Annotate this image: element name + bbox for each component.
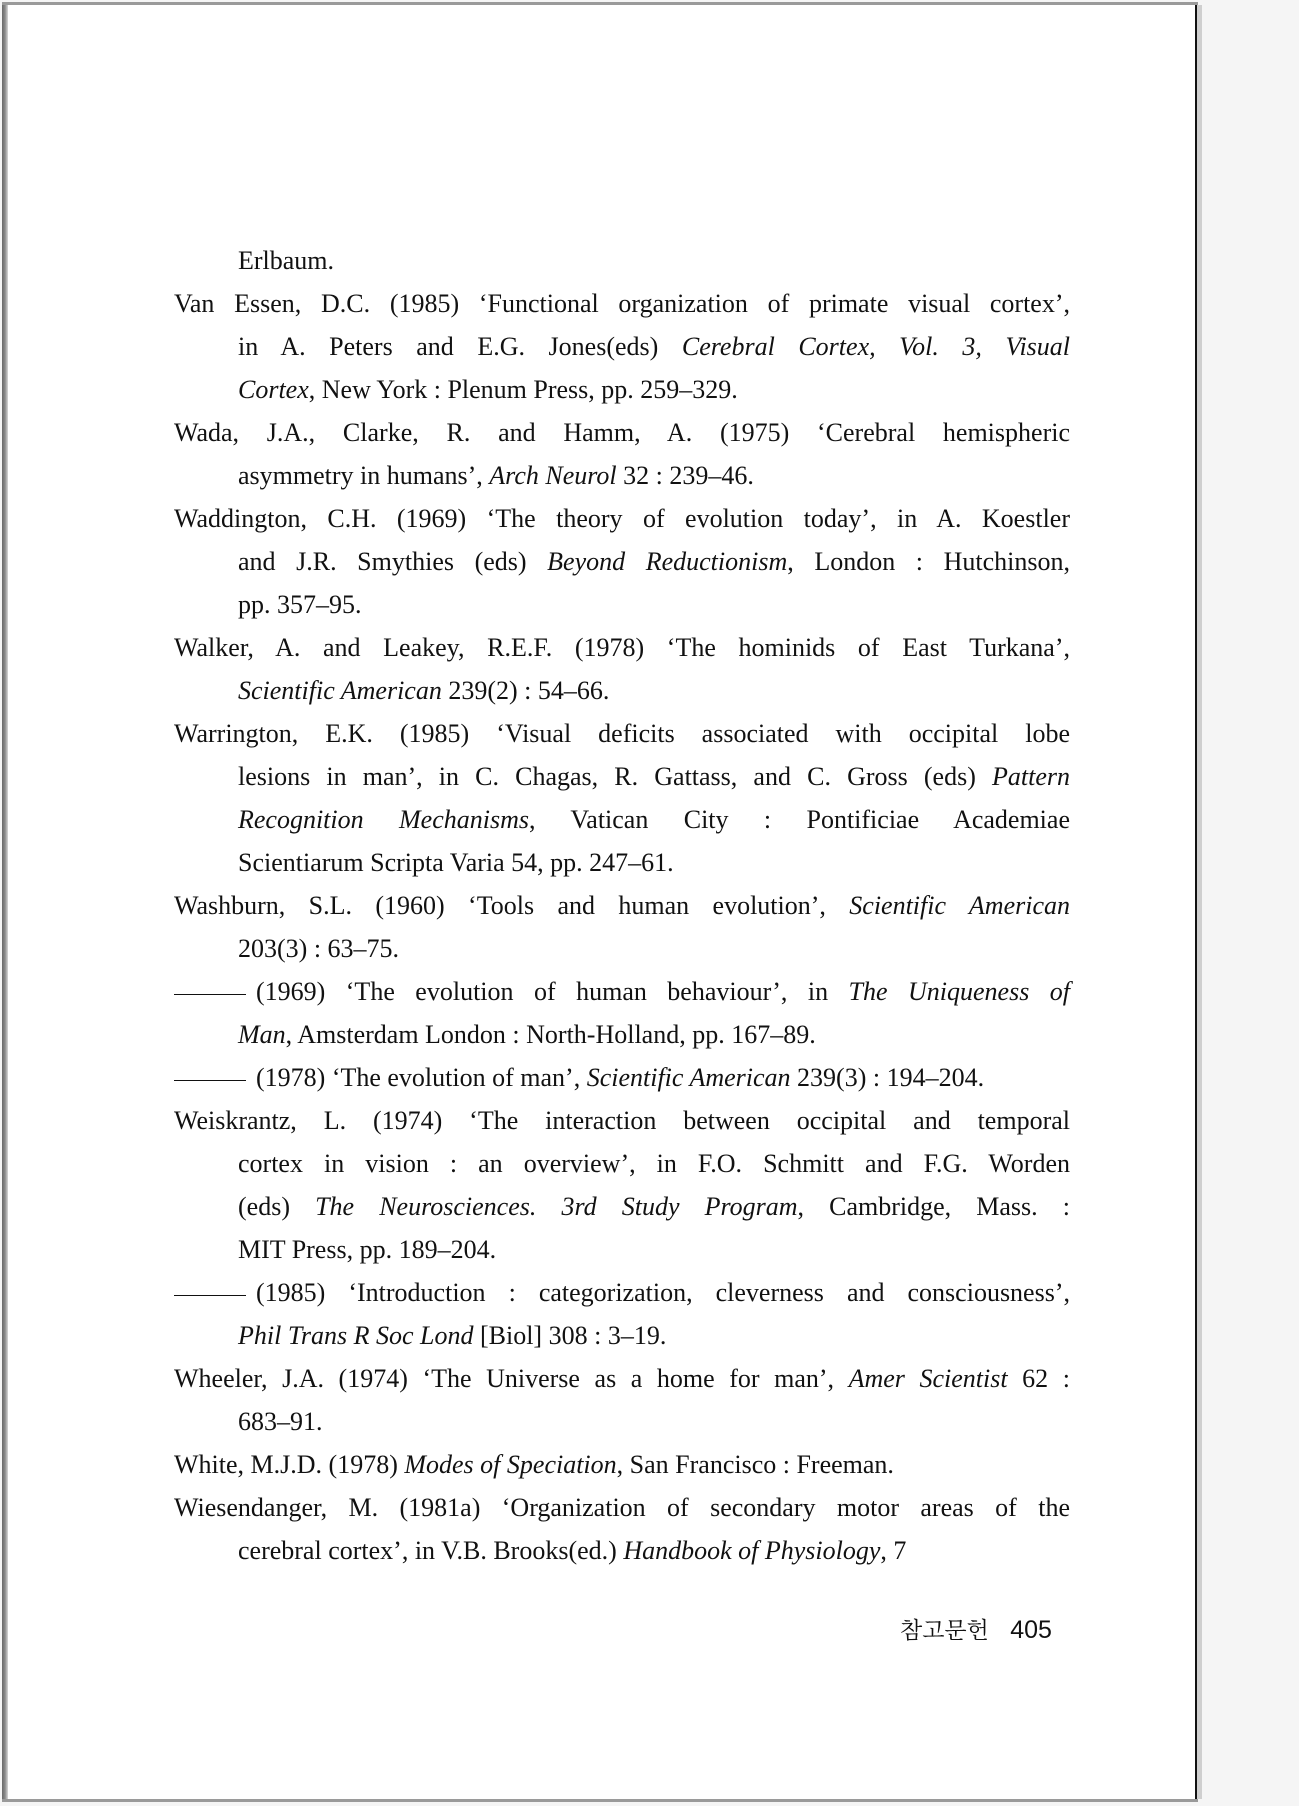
reference-line	[238, 1013, 1070, 1056]
italic-title: Arch Neurol	[489, 461, 617, 490]
reference-entry	[174, 411, 1070, 497]
reference-entry	[174, 282, 1070, 411]
reference-text: , Cambridge, Mass. :	[797, 1192, 1070, 1221]
reference-entry	[174, 497, 1070, 626]
reference-line	[238, 368, 1070, 411]
running-footer-label: 참고문헌	[900, 1618, 989, 1644]
reference-text: , Vatican City : Pontificiae Academiae	[528, 805, 1070, 834]
reference-line	[238, 1529, 1070, 1572]
reference-text: , New York : Plenum Press, pp. 259–329.	[308, 375, 738, 404]
reference-text: Wiesendanger, M. (1981a) ‘Organization of secondary motor areas of the	[174, 1493, 1070, 1522]
reference-text: Walker, A. and Leakey, R.E.F. (1978) ‘The hominids of East Turkana’,	[174, 633, 1070, 662]
reference-line	[174, 1486, 1070, 1529]
reference-line	[238, 970, 1070, 1013]
reference-text: , Amsterdam London : North-Holland, pp. 167–89.	[285, 1020, 816, 1049]
reference-text: and J.R. Smythies (eds)	[238, 547, 548, 576]
reference-text: (1985) ‘Introduction : categorization, cleverness and consciousness’,	[256, 1278, 1070, 1307]
reference-text: (1969) ‘The evolution of human behaviour’, in	[256, 977, 849, 1006]
italic-title: Beyond Reductionism	[547, 547, 788, 576]
italic-title: Modes of Speciation	[404, 1450, 617, 1479]
reference-text: 203(3) : 63–75.	[238, 934, 400, 963]
reference-line	[174, 884, 1071, 927]
italic-title: Recognition Mechanisms	[238, 805, 529, 834]
reference-text: 239(2) : 54–66.	[441, 676, 610, 705]
reference-text: cerebral cortex’, in V.B. Brooks(ed.)	[238, 1536, 624, 1565]
italic-title: Cortex	[238, 375, 309, 404]
reference-text: (1978) ‘The evolution of man’,	[256, 1063, 587, 1092]
reference-line	[238, 927, 1070, 970]
reference-entry	[174, 712, 1070, 884]
reference-text: 683–91.	[238, 1407, 323, 1436]
reference-line	[174, 1443, 1070, 1486]
reference-text: lesions in man’, in C. Chagas, R. Gattass, and C. Gross (eds)	[238, 762, 992, 791]
reference-entry	[174, 884, 1070, 970]
reference-entry	[174, 1357, 1070, 1443]
reference-line	[238, 239, 1070, 282]
reference-text: MIT Press, pp. 189–204.	[238, 1235, 497, 1264]
reference-text: cortex in vision : an overview’, in F.O. Schmitt and F.G. Worden	[238, 1149, 1070, 1178]
reference-line	[238, 669, 1070, 712]
reference-text: Scientiarum Scripta Varia 54, pp. 247–61.	[238, 848, 674, 877]
italic-title: Handbook of Physiology	[623, 1536, 881, 1565]
reference-line	[174, 497, 1070, 540]
document-page	[2, 2, 1198, 1802]
reference-line	[238, 1142, 1070, 1185]
reference-line	[174, 712, 1070, 755]
reference-text: White, M.J.D. (1978)	[174, 1450, 405, 1479]
reference-line	[238, 1228, 1070, 1271]
reference-line	[238, 325, 1070, 368]
reference-text: 62 :	[1007, 1364, 1070, 1393]
ditto-dash	[174, 1080, 246, 1081]
reference-text: [Biol] 308 : 3–19.	[473, 1321, 667, 1350]
reference-line	[238, 1400, 1070, 1443]
italic-title: Pattern	[992, 762, 1070, 791]
reference-line	[238, 755, 1070, 798]
reference-entry	[174, 1271, 1070, 1357]
reference-text: in A. Peters and E.G. Jones(eds)	[238, 332, 682, 361]
reference-text: , 7	[880, 1536, 907, 1565]
italic-title: The Uniqueness of	[848, 977, 1071, 1006]
page-number: 405	[1010, 1616, 1052, 1644]
reference-line	[174, 1099, 1070, 1142]
reference-text: Warrington, E.K. (1985) ‘Visual deficits associated with occipital lobe	[174, 719, 1070, 748]
reference-text: Erlbaum.	[238, 246, 335, 275]
ditto-dash	[174, 994, 246, 995]
reference-text: , London : Hutchinson,	[787, 547, 1070, 576]
reference-text: pp. 357–95.	[238, 590, 362, 619]
reference-line	[238, 1056, 1070, 1099]
reference-line	[174, 411, 1070, 454]
reference-line	[238, 1271, 1070, 1314]
italic-title: Scientific American	[586, 1063, 791, 1092]
reference-line	[174, 282, 1070, 325]
page-footer	[900, 1612, 1052, 1645]
reference-line	[238, 454, 1070, 497]
reference-entry	[174, 1099, 1070, 1271]
reference-entry	[174, 970, 1070, 1056]
italic-title: Phil Trans R Soc Lond	[238, 1321, 474, 1350]
reference-text: Van Essen, D.C. (1985) ‘Functional organization of primate visual cortex’,	[174, 289, 1070, 318]
reference-line	[174, 1357, 1070, 1400]
reference-text: , San Francisco : Freeman.	[616, 1450, 894, 1479]
reference-line	[238, 841, 1070, 884]
reference-text: Wheeler, J.A. (1974) ‘The Universe as a home for man’,	[174, 1364, 849, 1393]
reference-entry	[174, 626, 1070, 712]
reference-text: (eds)	[238, 1192, 316, 1221]
reference-line	[238, 1185, 1070, 1228]
reference-line	[238, 540, 1070, 583]
reference-text: Weiskrantz, L. (1974) ‘The interaction between occipital and temporal	[174, 1106, 1070, 1135]
reference-line	[238, 798, 1070, 841]
reference-text: 32 : 239–46.	[616, 461, 754, 490]
ditto-dash	[174, 1295, 246, 1296]
italic-title: Amer Scientist	[848, 1364, 1008, 1393]
reference-text: Waddington, C.H. (1969) ‘The theory of evolution today’, in A. Koestler	[174, 504, 1070, 533]
reference-text: Wada, J.A., Clarke, R. and Hamm, A. (1975) ‘Cerebral hemispheric	[174, 418, 1070, 447]
reference-line	[174, 626, 1070, 669]
italic-title: Cerebral Cortex, Vol. 3, Visual	[681, 332, 1071, 361]
italic-title: Man	[238, 1020, 286, 1049]
reference-list	[174, 239, 1070, 1572]
italic-title: The Neurosciences. 3rd Study Program	[315, 1192, 798, 1221]
reference-entry	[174, 1486, 1070, 1572]
reference-text: Washburn, S.L. (1960) ‘Tools and human evolution’,	[174, 891, 850, 920]
reference-entry	[174, 239, 1070, 282]
italic-title: Scientific American	[849, 891, 1071, 920]
reference-text: asymmetry in humans’,	[238, 461, 490, 490]
reference-line	[238, 1314, 1070, 1357]
italic-title: Scientific American	[238, 676, 442, 705]
reference-text: 239(3) : 194–204.	[790, 1063, 985, 1092]
reference-line	[238, 583, 1070, 626]
reference-entry	[174, 1056, 1070, 1099]
reference-entry	[174, 1443, 1070, 1486]
